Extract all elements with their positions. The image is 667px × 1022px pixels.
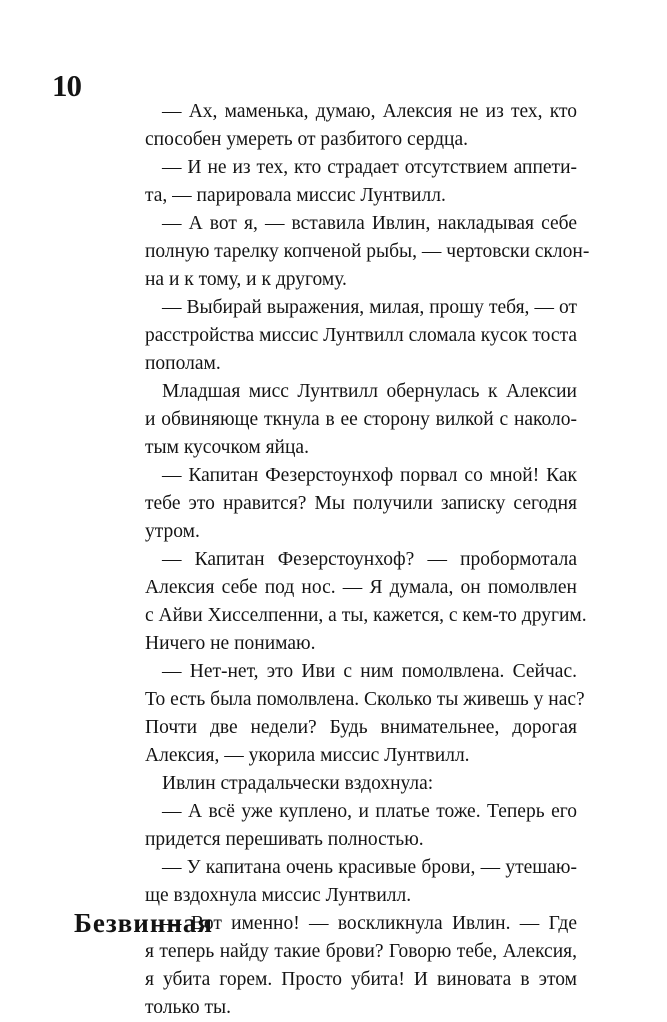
page-number: 10 [52, 68, 81, 103]
body-text [145, 98, 590, 1022]
text-line: Алексия, — укорила миссис Лунтвилл. [145, 745, 470, 766]
text-line: Младшая мисс Лунтвилл обернулась к Алексии [162, 381, 577, 402]
text-line: — Капитан Фезерстоунхоф? — пробормотала [162, 549, 577, 570]
text-line: я убита горем. Просто убита! И виновата в этом [145, 969, 577, 990]
text-line: Ивлин страдальчески вздохнула: [162, 773, 434, 794]
text-line: — Капитан Фезерстоунхоф порвал со мной! Как [162, 465, 577, 486]
text-line: с Айви Хисселпенни, а ты, кажется, с кем-то другим. [145, 605, 587, 626]
text-line: — Нет-нет, это Иви с ним помолвлена. Сейчас. [162, 661, 577, 682]
text-line: и обвиняюще ткнула в ее сторону вилкой с наколо- [145, 409, 577, 430]
text-line: на и к тому, и к другому. [145, 269, 347, 290]
text-line: тым кусочком яйца. [145, 437, 309, 458]
text-line: — А вот я, — вставила Ивлин, накладывая себе [162, 213, 577, 234]
text-line: я теперь найду такие брови? Говорю тебе, Алексия, [145, 941, 577, 962]
text-line: — У капитана очень красивые брови, — утешаю- [162, 857, 577, 878]
text-line: — А всё уже куплено, и платье тоже. Теперь его [162, 801, 577, 822]
text-line: — И не из тех, кто страдает отсутствием аппети- [162, 157, 577, 178]
text-line: тебе это нравится? Мы получили записку сегодня [145, 493, 577, 514]
text-line: полную тарелку копченой рыбы, — чертовски склон- [145, 241, 590, 262]
text-line: Почти две недели? Будь внимательнее, дорогая [145, 717, 577, 738]
text-line: только ты. [145, 997, 231, 1018]
running-title: Безвинная [74, 908, 214, 938]
text-line: та, — парировала миссис Лунтвилл. [145, 185, 446, 206]
text-line: Ничего не понимаю. [145, 633, 316, 654]
text-line: утром. [145, 521, 200, 542]
text-line: способен умереть от разбитого сердца. [145, 129, 468, 150]
text-line: — Ах, маменька, думаю, Алексия не из тех, кто [162, 101, 577, 122]
text-line: — Выбирай выражения, милая, прошу тебя, — от [162, 297, 577, 318]
text-line: расстройства миссис Лунтвилл сломала кусок тоста [145, 325, 577, 346]
text-line: Алексия себе под нос. — Я думала, он помолвлен [145, 577, 577, 598]
text-line: ще вздохнула миссис Лунтвилл. [145, 885, 412, 906]
text-line: — Вот именно! — воскликнула Ивлин. — Где [162, 913, 577, 934]
text-line: То есть была помолвлена. Сколько ты живешь у нас? [145, 689, 585, 710]
text-line: придется перешивать полностью. [145, 829, 424, 850]
text-line: пополам. [145, 353, 221, 374]
